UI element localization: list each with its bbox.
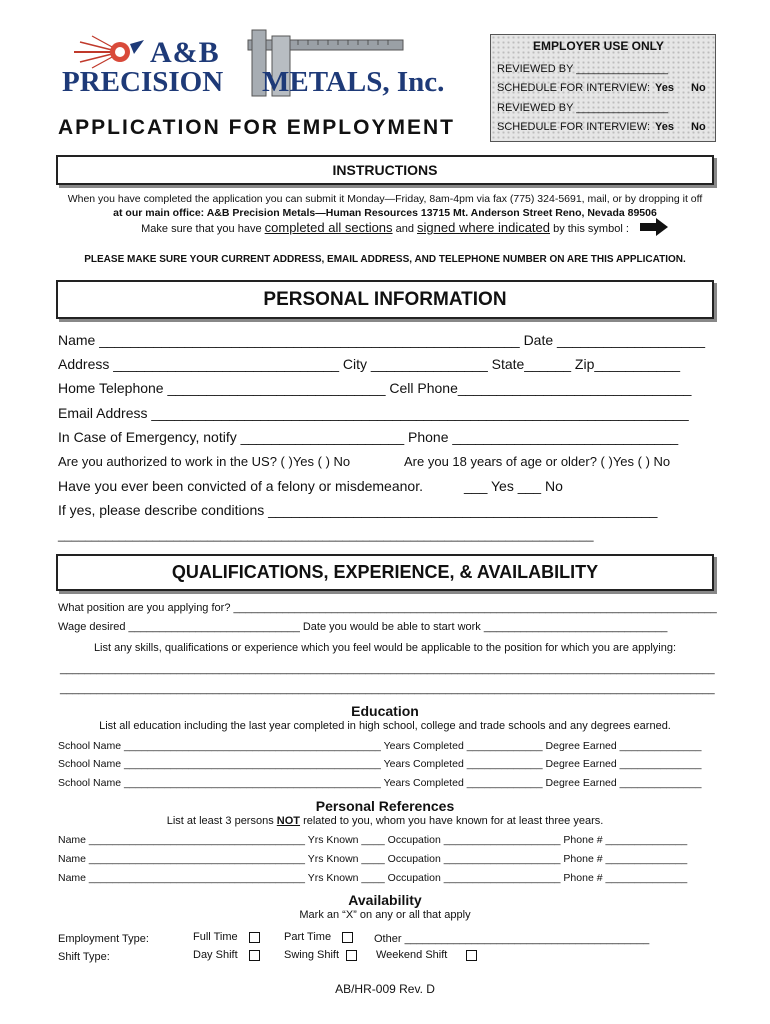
instructions-line-3-mid: and — [395, 223, 414, 235]
part-time-option[interactable] — [284, 931, 353, 943]
day-shift-checkbox[interactable] — [249, 950, 260, 961]
weekend-shift-label: Weekend Shift — [376, 949, 448, 961]
wage-start-field[interactable]: Wage desired ____________________________ Date you would be able to start work ______________________________ — [58, 621, 668, 633]
full-time-checkbox[interactable] — [249, 932, 260, 943]
full-time-option[interactable] — [193, 931, 260, 943]
references-title: Personal References — [315, 798, 455, 814]
schedule-no-1: No — [691, 82, 706, 94]
schedule-interview-2 — [497, 121, 707, 133]
logo-text-ab: A&B — [150, 36, 220, 69]
contact-notice: PLEASE MAKE SURE YOUR CURRENT ADDRESS, EMAIL ADDRESS, AND TELEPHONE NUMBER ON ARE THIS APPLICATION. — [84, 254, 686, 265]
schedule-interview-label-2: SCHEDULE FOR INTERVIEW: — [497, 121, 651, 133]
logo-text-precision: PRECISION — [62, 66, 224, 98]
shift-type-label: Shift Type: — [58, 951, 110, 963]
reference-row-3[interactable]: Name _____________________________________ Yrs Known ____ Occupation ____________________ Phone # ______________ — [58, 872, 688, 884]
instructions-line-2: at our main office: A&B Precision Metals—Human Resources 13715 Mt. Anderson Street Reno, Nevada 89506 — [113, 207, 657, 219]
education-title: Education — [351, 703, 419, 719]
availability-note: Mark an “X” on any or all that apply — [299, 909, 471, 921]
other-option[interactable]: Other ________________________________________ — [374, 933, 650, 945]
felony-question: Have you ever been convicted of a felony or misdemeanor. — [58, 478, 423, 494]
emergency-field[interactable]: In Case of Emergency, notify _____________________ Phone _____________________________ — [58, 429, 679, 445]
instructions-line-3-pre: Make sure that you have — [141, 223, 262, 235]
phone-field[interactable]: Home Telephone ____________________________ Cell Phone______________________________ — [58, 380, 692, 396]
skills-line-1[interactable]: ___________________________________________________________________________________________________________ — [60, 663, 715, 675]
education-row-1[interactable]: School Name ____________________________________________ Years Completed _____________ Degree Earned ______________ — [58, 740, 702, 752]
full-time-label: Full Time — [193, 931, 238, 943]
part-time-checkbox[interactable] — [342, 932, 353, 943]
swing-shift-label: Swing Shift — [284, 949, 340, 961]
reviewed-by-1: REVIEWED BY _______________ — [497, 63, 669, 75]
instructions-completed-sections: completed all sections — [264, 220, 393, 235]
weekend-shift-checkbox[interactable] — [466, 950, 477, 961]
availability-title: Availability — [348, 892, 422, 908]
position-field[interactable]: What position are you applying for? _______________________________________________________________________________ — [58, 602, 717, 614]
instructions-line-1: When you have completed the application you can submit it Monday—Friday, 8am-4pm via fax (775) 324-5691, mail, or by dropping it off — [67, 193, 703, 205]
schedule-yes-1: Yes — [655, 82, 674, 94]
employer-box-title: EMPLOYER USE ONLY — [533, 39, 664, 53]
work-authorized-question[interactable]: Are you authorized to work in the US? ( )Yes ( ) No — [58, 454, 351, 469]
schedule-interview-1 — [497, 82, 707, 94]
felony-describe-field[interactable]: If yes, please describe conditions __________________________________________________ — [58, 502, 658, 518]
age-question[interactable]: Are you 18 years of age or older? ( )Yes ( ) No — [404, 454, 671, 469]
day-shift-option[interactable] — [193, 949, 260, 961]
references-note-pre: List at least 3 persons — [166, 815, 274, 827]
form-code: AB/HR-009 Rev. D — [335, 982, 435, 996]
references-note — [0, 815, 770, 827]
qualifications-header — [56, 554, 714, 591]
name-date-field[interactable]: Name ______________________________________________________ Date ___________________ — [58, 332, 705, 348]
instructions-line-3-post: by this symbol : — [553, 223, 629, 235]
swing-shift-checkbox[interactable] — [346, 950, 357, 961]
personal-info-title: PERSONAL INFORMATION — [263, 289, 507, 310]
references-note-post: related to you, whom you have known for at least three years. — [303, 815, 604, 827]
reference-row-1[interactable]: Name _____________________________________ Yrs Known ____ Occupation ____________________ Phone # ______________ — [58, 834, 688, 846]
schedule-yes-2: Yes — [655, 121, 674, 133]
logo-text-metals: METALS, Inc. — [262, 66, 445, 98]
references-note-not: NOT — [276, 815, 301, 827]
employer-use-box — [490, 34, 716, 142]
swing-shift-option[interactable] — [284, 949, 357, 961]
weekend-shift-option[interactable] — [376, 949, 477, 961]
skills-line-2[interactable]: ___________________________________________________________________________________________________________ — [60, 683, 715, 695]
reviewed-by-2: REVIEWED BY _______________ — [497, 102, 669, 114]
page-title: APPLICATION FOR EMPLOYMENT — [58, 116, 455, 139]
sign-arrow-icon — [640, 218, 668, 236]
education-note: List all education including the last year completed in high school, college and trade schools and any degrees earned. — [99, 720, 671, 732]
felony-answer[interactable]: ___ Yes ___ No — [464, 478, 563, 494]
reference-row-2[interactable]: Name _____________________________________ Yrs Known ____ Occupation ____________________ Phone # ______________ — [58, 853, 688, 865]
felony-describe-extra[interactable]: _______________________________________________________________________________ — [58, 528, 594, 542]
instructions-signed: signed where indicated — [417, 220, 551, 235]
instructions-title: INSTRUCTIONS — [332, 162, 438, 178]
part-time-label: Part Time — [284, 931, 332, 943]
education-row-3[interactable]: School Name ____________________________________________ Years Completed _____________ Degree Earned ______________ — [58, 777, 702, 789]
email-field[interactable]: Email Address _____________________________________________________________________ — [58, 405, 689, 421]
schedule-no-2: No — [691, 121, 706, 133]
employment-type-label: Employment Type: — [58, 933, 149, 945]
education-row-2[interactable]: School Name ____________________________________________ Years Completed _____________ Degree Earned ______________ — [58, 758, 702, 770]
schedule-interview-label-1: SCHEDULE FOR INTERVIEW: — [497, 82, 651, 94]
skills-prompt: List any skills, qualifications or experience which you feel would be applicable to the position for which you are applying: — [93, 642, 677, 654]
qualifications-title: QUALIFICATIONS, EXPERIENCE, & AVAILABILITY — [171, 562, 599, 582]
instructions-header — [56, 155, 714, 185]
personal-info-header — [56, 280, 714, 319]
day-shift-label: Day Shift — [193, 949, 238, 961]
address-field[interactable]: Address _____________________________ City _______________ State______ Zip___________ — [58, 356, 681, 372]
